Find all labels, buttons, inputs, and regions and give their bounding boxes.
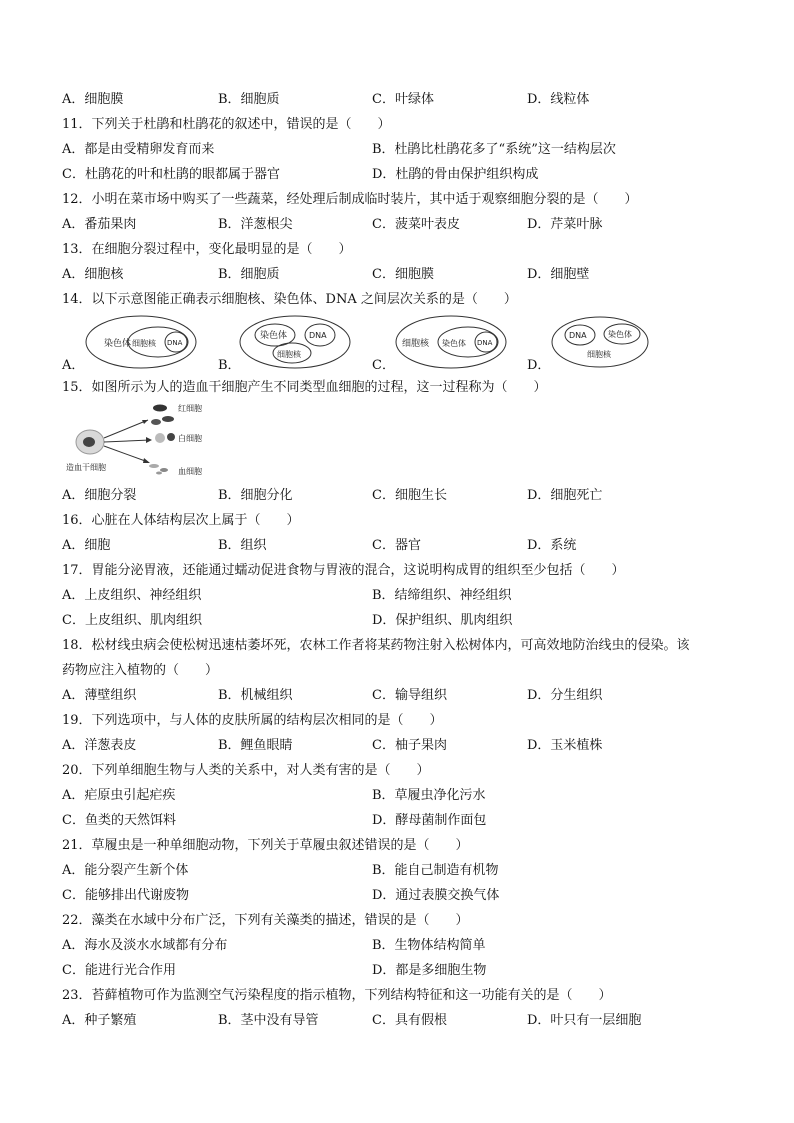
- q14b-right-label: DNA: [309, 331, 327, 340]
- q21-option-d: D．通过表膜交换气体: [372, 888, 500, 903]
- q18-stem-line1: 18．松材线虫病会使松树迅速枯萎坏死，农林工作者将某药物注射入松树体内，可高效地防治线虫的侵染。该: [62, 638, 690, 653]
- q10-option-c: C．叶绿体: [372, 92, 434, 107]
- q14-option-c: C．: [372, 358, 395, 373]
- q15-option-d: D．细胞死亡: [527, 488, 603, 503]
- q11-option-b: B．杜鹃比杜鹃花多了“系统”这一结构层次: [372, 142, 616, 157]
- q14b-bottom-label: 细胞核: [277, 350, 301, 359]
- q23-option-d: D．叶只有一层细胞: [527, 1013, 642, 1028]
- q22-option-d: D．都是多细胞生物: [372, 963, 487, 978]
- stem-cell-nucleus: [83, 437, 95, 447]
- q21-option-b: B．能自己制造有机物: [372, 863, 499, 878]
- q14-option-a: A．: [62, 358, 85, 373]
- q14-stem: 14．以下示意图能正确表示细胞核、染色体、DNA 之间层次关系的是（ ）: [62, 292, 517, 307]
- white-cell-label: 白细胞: [178, 434, 202, 443]
- q14a-inner-label: DNA: [167, 339, 183, 347]
- q19-option-b: B．鲤鱼眼睛: [218, 738, 293, 753]
- q10-option-b: B．细胞质: [218, 92, 280, 107]
- q22-option-a: A．海水及淡水水域都有分布: [62, 938, 228, 953]
- q12-option-c: C．菠菜叶表皮: [372, 217, 460, 232]
- q12-stem: 12．小明在菜市场中购买了一些蔬菜，经处理后制成临时装片，其中适于观察细胞分裂的是（ ）: [62, 192, 638, 207]
- q14c-middle-label: 染色体: [442, 339, 466, 348]
- stem-cell-label: 造血干细胞: [66, 463, 106, 472]
- q20-option-c: C．鱼类的天然饵料: [62, 813, 176, 828]
- q23-option-c: C．具有假根: [372, 1013, 447, 1028]
- q13-stem: 13．在细胞分裂过程中，变化最明显的是（ ）: [62, 242, 352, 257]
- q21-option-c: C．能够排出代谢废物: [62, 888, 189, 903]
- q15-option-c: C．细胞生长: [372, 488, 447, 503]
- q14c-outer-label: 细胞核: [402, 339, 430, 349]
- q15-stem: 15．如图所示为人的造血干细胞产生不同类型血细胞的过程，这一过程称为（ ）: [62, 380, 547, 395]
- q10-option-d: D．线粒体: [527, 92, 590, 107]
- q22-option-c: C．能进行光合作用: [62, 963, 176, 978]
- q20-stem: 20．下列单细胞生物与人类的关系中，对人类有害的是（ ）: [62, 763, 430, 778]
- q20-option-a: A．疟原虫引起疟疾: [62, 788, 176, 803]
- q17-option-c: C．上皮组织、肌肉组织: [62, 613, 202, 628]
- q22-stem: 22．藻类在水域中分布广泛，下列有关藻类的描述，错误的是（ ）: [62, 913, 469, 928]
- q12-option-a: A．番茄果肉: [62, 217, 137, 232]
- platelet-mark: [149, 464, 159, 468]
- red-cell-mark: [153, 405, 167, 412]
- q11-option-d: D．杜鹃的骨由保护组织构成: [372, 167, 539, 182]
- q14-diagram-a: [84, 313, 199, 371]
- q14d-bottom-label: 细胞核: [587, 350, 611, 359]
- red-cell-mark: [162, 416, 174, 422]
- q11-option-a: A．都是由受精卵发育而来: [62, 142, 215, 157]
- q14c-inner-label: DNA: [477, 339, 493, 347]
- q19-option-c: C．柚子果肉: [372, 738, 447, 753]
- q14a-outer-label: 染色体: [104, 339, 132, 349]
- q18-option-c: C．输导组织: [372, 688, 447, 703]
- q18-option-b: B．机械组织: [218, 688, 293, 703]
- q23-stem: 23．苔藓植物可作为监测空气污染程度的指示植物，下列结构特征和这一功能有关的是（ ）: [62, 988, 612, 1003]
- red-cell-mark: [151, 419, 161, 425]
- q16-option-a: A．细胞: [62, 538, 111, 553]
- white-cell-mark: [155, 433, 165, 443]
- q17-option-d: D．保护组织、肌肉组织: [372, 613, 513, 628]
- q21-option-a: A．能分裂产生新个体: [62, 863, 189, 878]
- q14b-left-label: 染色体: [260, 331, 288, 341]
- q10-option-a: A．细胞膜: [62, 92, 124, 107]
- q23-option-a: A．种子繁殖: [62, 1013, 137, 1028]
- q14-option-b: B．: [218, 358, 241, 373]
- q17-option-b: B．结缔组织、神经组织: [372, 588, 512, 603]
- q14d-left-label: DNA: [569, 331, 587, 340]
- q19-option-d: D．玉米植株: [527, 738, 603, 753]
- platelet-label: 血细胞: [178, 467, 202, 476]
- q20-option-d: D．酵母菌制作面包: [372, 813, 487, 828]
- q16-option-d: D．系统: [527, 538, 577, 553]
- q18-option-a: A．薄壁组织: [62, 688, 137, 703]
- q14a-middle-label: 细胞核: [132, 339, 156, 348]
- q15-blood-cell-figure: [64, 398, 224, 478]
- platelet-mark: [156, 472, 162, 475]
- q23-option-b: B．茎中没有导管: [218, 1013, 319, 1028]
- q13-option-d: D．细胞壁: [527, 267, 590, 282]
- q15-option-b: B．细胞分化: [218, 488, 293, 503]
- q17-option-a: A．上皮组织、神经组织: [62, 588, 202, 603]
- q22-option-b: B．生物体结构简单: [372, 938, 486, 953]
- q18-stem-line2: 药物应注入植物的（ ）: [62, 663, 219, 678]
- q20-option-b: B．草履虫净化污水: [372, 788, 486, 803]
- q14-diagram-b: [238, 313, 353, 371]
- q14-diagram-d: [550, 313, 665, 371]
- q14d-right-label: 染色体: [608, 330, 632, 339]
- q11-option-c: C．杜鹃花的叶和杜鹃的眼都属于器官: [62, 167, 280, 182]
- white-cell-mark: [167, 433, 175, 441]
- q17-stem: 17．胃能分泌胃液，还能通过蠕动促进食物与胃液的混合，这说明构成胃的组织至少包括（ ）: [62, 563, 625, 578]
- q16-stem: 16．心脏在人体结构层次上属于（ ）: [62, 513, 300, 528]
- q12-option-d: D．芹菜叶脉: [527, 217, 603, 232]
- platelet-mark: [160, 468, 168, 472]
- q12-option-b: B．洋葱根尖: [218, 217, 293, 232]
- q13-option-b: B．细胞质: [218, 267, 280, 282]
- q21-stem: 21．草履虫是一种单细胞动物，下列关于草履虫叙述错误的是（ ）: [62, 838, 469, 853]
- q16-option-b: B．组织: [218, 538, 267, 553]
- q15-option-a: A．细胞分裂: [62, 488, 137, 503]
- q13-option-c: C．细胞膜: [372, 267, 434, 282]
- q19-option-a: A．洋葱表皮: [62, 738, 137, 753]
- q13-option-a: A．细胞核: [62, 267, 124, 282]
- q11-stem: 11．下列关于杜鹃和杜鹃花的叙述中，错误的是（ ）: [62, 117, 391, 132]
- red-cell-label: 红细胞: [178, 404, 202, 413]
- q16-option-c: C．器官: [372, 538, 421, 553]
- q19-stem: 19．下列选项中，与人体的皮肤所属的结构层次相同的是（ ）: [62, 713, 443, 728]
- q18-option-d: D．分生组织: [527, 688, 603, 703]
- q14-diagram-c: [394, 313, 509, 371]
- q14-option-d: D．: [527, 358, 551, 373]
